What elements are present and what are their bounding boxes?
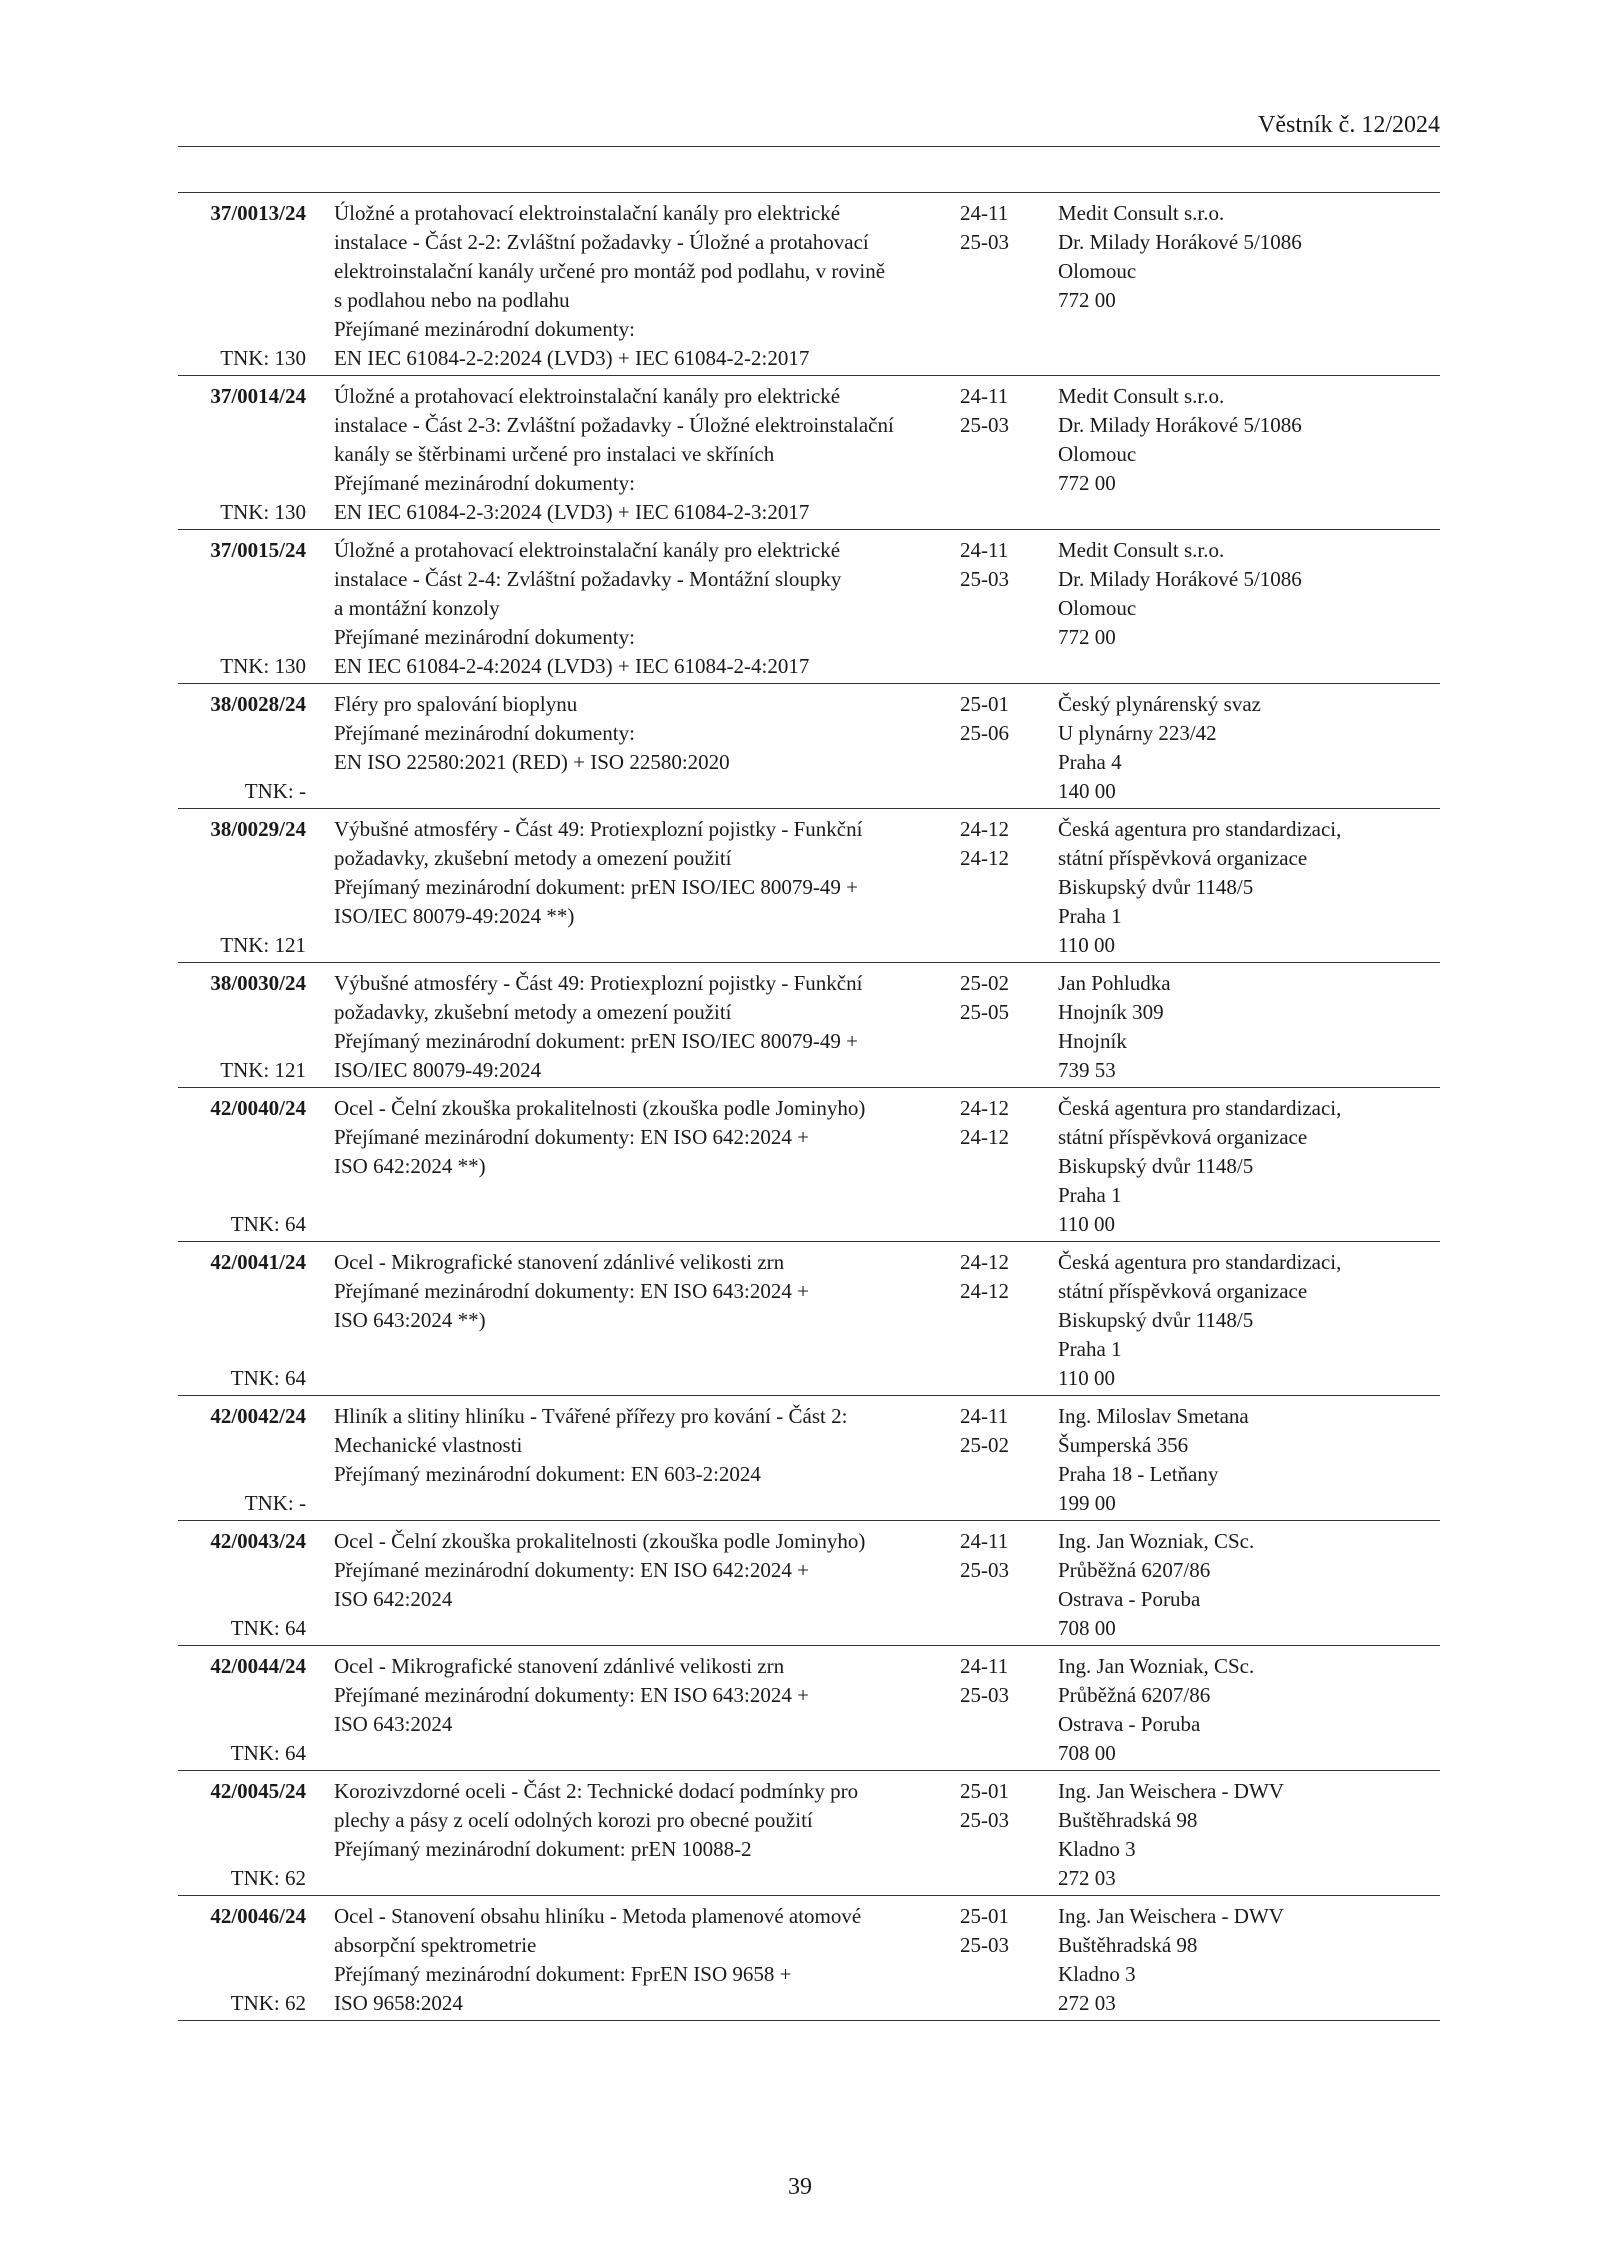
- entry-id-cell: [178, 969, 306, 1085]
- title-line: ISO 642:2024: [334, 1587, 453, 1611]
- entry-tnk: TNK: 121: [220, 933, 306, 957]
- table-row: [178, 530, 1440, 684]
- date-value: 24-11: [960, 201, 1009, 225]
- address-line: Kladno 3: [1058, 1962, 1136, 1986]
- entry-tnk: TNK: -: [244, 1491, 306, 1515]
- address-line: 110 00: [1058, 1212, 1115, 1236]
- title-line: ISO 642:2024 **): [334, 1154, 486, 1178]
- standards-table: [178, 192, 1440, 2021]
- entry-id-cell: [178, 536, 306, 681]
- address-line: Medit Consult s.r.o.: [1058, 384, 1225, 408]
- entry-tnk: TNK: 130: [220, 654, 306, 678]
- table-row: [178, 1646, 1440, 1771]
- entry-id-cell: [178, 1094, 306, 1239]
- date-value: 24-11: [960, 1654, 1009, 1678]
- address-line: Praha 4: [1058, 750, 1122, 774]
- table-row: [178, 1771, 1440, 1896]
- entry-title-cell: [306, 1094, 948, 1239]
- entry-title-cell: [306, 1652, 948, 1768]
- title-line: EN IEC 61084-2-4:2024 (LVD3) + IEC 61084-2-4:2017: [334, 654, 810, 678]
- title-line: požadavky, zkušební metody a omezení použití: [334, 846, 732, 870]
- entry-number: 38/0030/24: [210, 971, 306, 995]
- header-divider: [178, 146, 1440, 147]
- entry-title-cell: [306, 690, 948, 806]
- entry-id-cell: [178, 382, 306, 527]
- entry-id-cell: [178, 1652, 306, 1768]
- title-line: Přejímané mezinárodní dokumenty: EN ISO 642:2024 +: [334, 1558, 809, 1582]
- entry-number: 42/0040/24: [210, 1096, 306, 1120]
- entry-address-cell: [1040, 815, 1440, 960]
- date-value: 25-01: [960, 1904, 1009, 1928]
- table-row: [178, 376, 1440, 530]
- address-line: Praha 1: [1058, 904, 1122, 928]
- title-line: instalace - Část 2-2: Zvláštní požadavky - Úložné a protahovací: [334, 230, 869, 254]
- entry-address-cell: [1040, 690, 1440, 806]
- address-line: Ostrava - Poruba: [1058, 1712, 1201, 1736]
- entry-dates-cell: [948, 536, 1040, 681]
- address-line: Šumperská 356: [1058, 1433, 1189, 1457]
- entry-address-cell: [1040, 1248, 1440, 1393]
- date-value: 24-12: [960, 817, 1009, 841]
- entry-title-cell: [306, 815, 948, 960]
- entry-dates-cell: [948, 1652, 1040, 1768]
- address-line: státní příspěvková organizace: [1058, 1279, 1308, 1303]
- entry-title-cell: [306, 536, 948, 681]
- address-line: Hnojník: [1058, 1029, 1127, 1053]
- title-line: Mechanické vlastnosti: [334, 1433, 523, 1457]
- address-line: Průběžná 6207/86: [1058, 1558, 1211, 1582]
- entry-tnk: TNK: 64: [230, 1366, 306, 1390]
- entry-title-cell: [306, 1402, 948, 1518]
- address-line: Buštěhradská 98: [1058, 1933, 1198, 1957]
- address-line: státní příspěvková organizace: [1058, 1125, 1308, 1149]
- title-line: Úložné a protahovací elektroinstalační kanály pro elektrické: [334, 384, 841, 408]
- entry-dates-cell: [948, 969, 1040, 1085]
- title-line: Přejímané mezinárodní dokumenty: EN ISO 643:2024 +: [334, 1683, 809, 1707]
- entry-number: 38/0029/24: [210, 817, 306, 841]
- date-value: 25-03: [960, 1683, 1009, 1707]
- address-line: Jan Pohludka: [1058, 971, 1171, 995]
- address-line: Praha 1: [1058, 1183, 1122, 1207]
- address-line: 110 00: [1058, 933, 1115, 957]
- entry-dates-cell: [948, 1094, 1040, 1239]
- address-line: Dr. Milady Horákové 5/1086: [1058, 567, 1302, 591]
- address-line: Buštěhradská 98: [1058, 1808, 1198, 1832]
- title-line: ISO 9658:2024: [334, 1991, 463, 2015]
- date-value: 25-05: [960, 1000, 1009, 1024]
- address-line: Česká agentura pro standardizaci,: [1058, 817, 1342, 841]
- title-line: Přejímaný mezinárodní dokument: prEN 10088-2: [334, 1837, 752, 1861]
- date-value: 24-12: [960, 1096, 1009, 1120]
- entry-number: 37/0015/24: [210, 538, 306, 562]
- entry-dates-cell: [948, 382, 1040, 527]
- title-line: Výbušné atmosféry - Část 49: Protiexplozní pojistky - Funkční: [334, 971, 863, 995]
- address-line: státní příspěvková organizace: [1058, 846, 1308, 870]
- title-line: a montážní konzoly: [334, 596, 500, 620]
- title-line: Přejímané mezinárodní dokumenty:: [334, 317, 635, 341]
- address-line: 772 00: [1058, 288, 1116, 312]
- title-line: Úložné a protahovací elektroinstalační kanály pro elektrické: [334, 538, 841, 562]
- address-line: Ing. Jan Wozniak, CSc.: [1058, 1529, 1255, 1553]
- address-line: Ing. Jan Weischera - DWV: [1058, 1904, 1284, 1928]
- date-value: 25-02: [960, 971, 1009, 995]
- page-header: [178, 110, 1440, 140]
- address-line: 708 00: [1058, 1741, 1116, 1765]
- entry-number: 42/0043/24: [210, 1529, 306, 1553]
- title-line: s podlahou nebo na podlahu: [334, 288, 570, 312]
- date-value: 25-01: [960, 692, 1009, 716]
- entry-tnk: TNK: 64: [230, 1741, 306, 1765]
- entry-tnk: TNK: 64: [230, 1616, 306, 1640]
- entry-title-cell: [306, 1902, 948, 2018]
- title-line: Ocel - Čelní zkouška prokalitelnosti (zkouška podle Jominyho): [334, 1096, 866, 1120]
- title-line: EN IEC 61084-2-3:2024 (LVD3) + IEC 61084-2-3:2017: [334, 500, 810, 524]
- date-value: 25-01: [960, 1779, 1009, 1803]
- date-value: 25-03: [960, 230, 1009, 254]
- table-row: [178, 193, 1440, 376]
- entry-tnk: TNK: 130: [220, 346, 306, 370]
- entry-id-cell: [178, 1777, 306, 1893]
- title-line: EN IEC 61084-2-2:2024 (LVD3) + IEC 61084-2-2:2017: [334, 346, 810, 370]
- entry-id-cell: [178, 1902, 306, 2018]
- date-value: 24-11: [960, 538, 1009, 562]
- entry-id-cell: [178, 690, 306, 806]
- title-line: Přejímané mezinárodní dokumenty:: [334, 471, 635, 495]
- entry-number: 42/0046/24: [210, 1904, 306, 1928]
- table-row: [178, 1088, 1440, 1242]
- entry-tnk: TNK: 130: [220, 500, 306, 524]
- entry-dates-cell: [948, 1777, 1040, 1893]
- date-value: 25-03: [960, 1558, 1009, 1582]
- entry-id-cell: [178, 1402, 306, 1518]
- entry-address-cell: [1040, 199, 1440, 373]
- address-line: Biskupský dvůr 1148/5: [1058, 1308, 1254, 1332]
- entry-id-cell: [178, 815, 306, 960]
- address-line: Olomouc: [1058, 442, 1137, 466]
- title-line: Korozivzdorné oceli - Část 2: Technické dodací podmínky pro: [334, 1779, 859, 1803]
- entry-address-cell: [1040, 1777, 1440, 1893]
- date-value: 25-02: [960, 1433, 1009, 1457]
- title-line: kanály se štěrbinami určené pro instalaci ve skříních: [334, 442, 775, 466]
- entry-number: 42/0042/24: [210, 1404, 306, 1428]
- address-line: Praha 18 - Letňany: [1058, 1462, 1219, 1486]
- bulletin-title: Věstník č. 12/2024: [1258, 112, 1440, 138]
- date-value: 24-12: [960, 1250, 1009, 1274]
- entry-address-cell: [1040, 382, 1440, 527]
- entry-address-cell: [1040, 969, 1440, 1085]
- title-line: Výbušné atmosféry - Část 49: Protiexplozní pojistky - Funkční: [334, 817, 863, 841]
- entry-dates-cell: [948, 815, 1040, 960]
- date-value: 25-03: [960, 413, 1009, 437]
- entry-title-cell: [306, 199, 948, 373]
- entry-dates-cell: [948, 199, 1040, 373]
- title-line: Ocel - Mikrografické stanovení zdánlivé velikosti zrn: [334, 1654, 785, 1678]
- date-value: 24-11: [960, 1529, 1009, 1553]
- entry-address-cell: [1040, 536, 1440, 681]
- entry-title-cell: [306, 1527, 948, 1643]
- address-line: Dr. Milady Horákové 5/1086: [1058, 413, 1302, 437]
- table-row: [178, 809, 1440, 963]
- entry-title-cell: [306, 1248, 948, 1393]
- address-line: Česká agentura pro standardizaci,: [1058, 1096, 1342, 1120]
- date-value: 24-12: [960, 1279, 1009, 1303]
- address-line: 772 00: [1058, 625, 1116, 649]
- date-value: 24-11: [960, 1404, 1009, 1428]
- entry-address-cell: [1040, 1652, 1440, 1768]
- title-line: Přejímaný mezinárodní dokument: EN 603-2:2024: [334, 1462, 761, 1486]
- table-row: [178, 1396, 1440, 1521]
- entry-tnk: TNK: 121: [220, 1058, 306, 1082]
- title-line: Přejímané mezinárodní dokumenty: EN ISO 642:2024 +: [334, 1125, 809, 1149]
- date-value: 24-12: [960, 1125, 1009, 1149]
- address-line: Olomouc: [1058, 259, 1137, 283]
- address-line: Praha 1: [1058, 1337, 1122, 1361]
- title-line: Ocel - Stanovení obsahu hliníku - Metoda plamenové atomové: [334, 1904, 862, 1928]
- address-line: Česká agentura pro standardizaci,: [1058, 1250, 1342, 1274]
- title-line: instalace - Část 2-4: Zvláštní požadavky - Montážní sloupky: [334, 567, 842, 591]
- address-line: Medit Consult s.r.o.: [1058, 201, 1225, 225]
- title-line: Přejímaný mezinárodní dokument: FprEN ISO 9658 +: [334, 1962, 792, 1986]
- title-line: absorpční spektrometrie: [334, 1933, 537, 1957]
- entry-number: 37/0014/24: [210, 384, 306, 408]
- table-row: [178, 1521, 1440, 1646]
- title-line: Fléry pro spalování bioplynu: [334, 692, 578, 716]
- entry-title-cell: [306, 1777, 948, 1893]
- address-line: Český plynárenský svaz: [1058, 692, 1261, 716]
- address-line: Kladno 3: [1058, 1837, 1136, 1861]
- title-line: ISO/IEC 80079-49:2024: [334, 1058, 542, 1082]
- table-row: [178, 963, 1440, 1088]
- entry-id-cell: [178, 1248, 306, 1393]
- entry-address-cell: [1040, 1527, 1440, 1643]
- title-line: požadavky, zkušební metody a omezení použití: [334, 1000, 732, 1024]
- page-number: 39: [788, 2174, 812, 2200]
- title-line: Ocel - Mikrografické stanovení zdánlivé velikosti zrn: [334, 1250, 785, 1274]
- address-line: 739 53: [1058, 1058, 1116, 1082]
- address-line: Hnojník 309: [1058, 1000, 1164, 1024]
- address-line: Biskupský dvůr 1148/5: [1058, 1154, 1254, 1178]
- title-line: ISO/IEC 80079-49:2024 **): [334, 904, 575, 928]
- address-line: Ing. Miloslav Smetana: [1058, 1404, 1249, 1428]
- entry-dates-cell: [948, 1248, 1040, 1393]
- address-line: Medit Consult s.r.o.: [1058, 538, 1225, 562]
- address-line: Ing. Jan Wozniak, CSc.: [1058, 1654, 1255, 1678]
- address-line: Dr. Milady Horákové 5/1086: [1058, 230, 1302, 254]
- title-line: elektroinstalační kanály určené pro montáž pod podlahu, v rovině: [334, 259, 886, 283]
- address-line: 140 00: [1058, 779, 1116, 803]
- title-line: ISO 643:2024: [334, 1712, 453, 1736]
- title-line: ISO 643:2024 **): [334, 1308, 486, 1332]
- title-line: instalace - Část 2-3: Zvláštní požadavky - Úložné elektroinstalační: [334, 413, 894, 437]
- address-line: Olomouc: [1058, 596, 1137, 620]
- entry-number: 42/0045/24: [210, 1779, 306, 1803]
- address-line: 708 00: [1058, 1616, 1116, 1640]
- date-value: 25-06: [960, 721, 1009, 745]
- date-value: 25-03: [960, 567, 1009, 591]
- entry-title-cell: [306, 382, 948, 527]
- address-line: 772 00: [1058, 471, 1116, 495]
- title-line: Přejímané mezinárodní dokumenty: EN ISO 643:2024 +: [334, 1279, 809, 1303]
- table-row: [178, 1242, 1440, 1396]
- address-line: Průběžná 6207/86: [1058, 1683, 1211, 1707]
- title-line: plechy a pásy z ocelí odolných korozi pro obecné použití: [334, 1808, 813, 1832]
- entry-tnk: TNK: 62: [230, 1991, 306, 2015]
- title-line: Přejímané mezinárodní dokumenty:: [334, 625, 635, 649]
- entry-number: 42/0041/24: [210, 1250, 306, 1274]
- date-value: 25-03: [960, 1933, 1009, 1957]
- title-line: Ocel - Čelní zkouška prokalitelnosti (zkouška podle Jominyho): [334, 1529, 866, 1553]
- address-line: 199 00: [1058, 1491, 1116, 1515]
- entry-dates-cell: [948, 690, 1040, 806]
- title-line: Přejímaný mezinárodní dokument: prEN ISO/IEC 80079-49 +: [334, 1029, 858, 1053]
- entry-tnk: TNK: 64: [230, 1212, 306, 1236]
- entry-number: 37/0013/24: [210, 201, 306, 225]
- address-line: Ing. Jan Weischera - DWV: [1058, 1779, 1284, 1803]
- address-line: Ostrava - Poruba: [1058, 1587, 1201, 1611]
- title-line: Přejímaný mezinárodní dokument: prEN ISO/IEC 80079-49 +: [334, 875, 858, 899]
- entry-address-cell: [1040, 1094, 1440, 1239]
- entry-tnk: TNK: -: [244, 779, 306, 803]
- title-line: Přejímané mezinárodní dokumenty:: [334, 721, 635, 745]
- date-value: 24-12: [960, 846, 1009, 870]
- address-line: Biskupský dvůr 1148/5: [1058, 875, 1254, 899]
- entry-tnk: TNK: 62: [230, 1866, 306, 1890]
- entry-dates-cell: [948, 1902, 1040, 2018]
- table-row: [178, 1896, 1440, 2021]
- address-line: 272 03: [1058, 1866, 1116, 1890]
- entry-address-cell: [1040, 1902, 1440, 2018]
- address-line: 110 00: [1058, 1366, 1115, 1390]
- entry-dates-cell: [948, 1527, 1040, 1643]
- entry-address-cell: [1040, 1402, 1440, 1518]
- entry-number: 38/0028/24: [210, 692, 306, 716]
- entry-id-cell: [178, 1527, 306, 1643]
- date-value: 25-03: [960, 1808, 1009, 1832]
- title-line: Hliník a slitiny hliníku - Tvářené přířezy pro kování - Část 2:: [334, 1404, 848, 1428]
- title-line: EN ISO 22580:2021 (RED) + ISO 22580:2020: [334, 750, 730, 774]
- address-line: 272 03: [1058, 1991, 1116, 2015]
- entry-id-cell: [178, 199, 306, 373]
- table-row: [178, 684, 1440, 809]
- title-line: Úložné a protahovací elektroinstalační kanály pro elektrické: [334, 201, 841, 225]
- date-value: 24-11: [960, 384, 1009, 408]
- entry-dates-cell: [948, 1402, 1040, 1518]
- entry-title-cell: [306, 969, 948, 1085]
- entry-number: 42/0044/24: [210, 1654, 306, 1678]
- address-line: U plynárny 223/42: [1058, 721, 1217, 745]
